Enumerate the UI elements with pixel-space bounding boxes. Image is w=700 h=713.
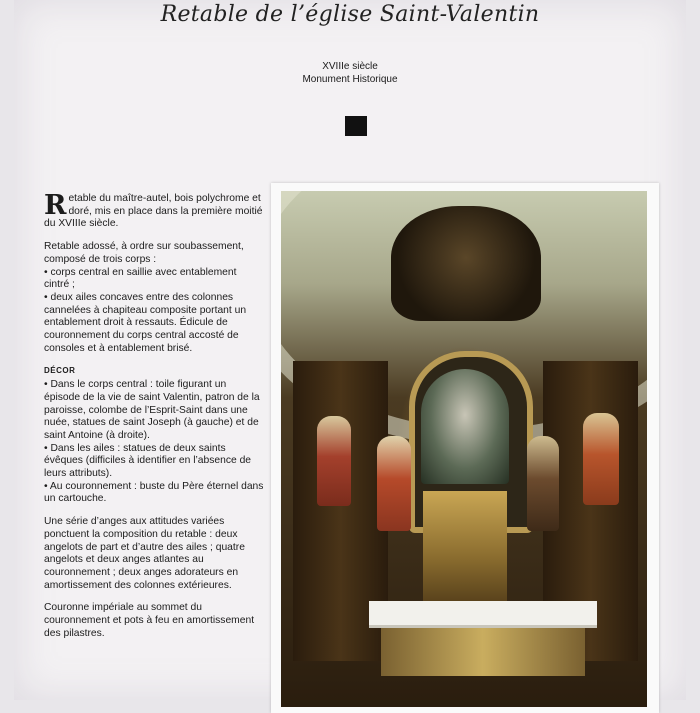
altarpiece-photo	[281, 191, 647, 707]
structure-point: • corps central en saillie avec entablement cintré ;	[44, 267, 264, 292]
subtitle-block	[14, 60, 686, 86]
central-painting	[421, 369, 509, 484]
decor-point: • Dans les ailes : statues de deux saints évêques (difficiles à identifier en l’absence de leurs attributs).	[44, 443, 264, 481]
left-bishop-statue	[317, 416, 351, 506]
saint-anthony-statue	[527, 436, 559, 531]
structure-list	[44, 267, 264, 356]
square-marker	[345, 116, 367, 136]
decor-point: • Dans le corps central : toile figurant un épisode de la vie de saint Valentin, patron de la paroisse, colombe de l’Esprit-Saint dans une nuée, statues de saint Joseph (à gauche) et de saint Antoine (à droite).	[44, 379, 264, 443]
angels-paragraph: Une série d’anges aux attitudes variées ponctuent la composition du retable : deux angelots de part et d’autre des ailes ; quatre angelots et deux anges atlantes au couronnement ; deux anges adorateurs en amortissement des colonnes extérieures.	[44, 516, 245, 591]
tabernacle	[423, 491, 507, 601]
page-title: Retable de l’église Saint-Valentin	[160, 2, 540, 27]
altar-cloth	[369, 601, 597, 628]
intro-paragraph	[44, 190, 264, 231]
century-label: XVIIIe siècle	[322, 61, 378, 72]
structure-intro: Retable adossé, à ordre sur soubassement, composé de trois corps :	[44, 241, 244, 265]
description-column	[44, 190, 264, 651]
crown-ornament	[391, 206, 541, 321]
decor-heading: DÉCOR	[44, 366, 76, 376]
decor-list	[44, 379, 264, 506]
decor-point: • Au couronnement : buste du Père éternel dans un cartouche.	[44, 481, 264, 506]
crown-paragraph: Couronne impériale au sommet du couronnement et pots à feu en amortissement des pilastres.	[44, 602, 255, 639]
intro-text: etable du maître-autel, bois polychrome et doré, mis en place dans la première moitié du XVIIIe siècle.	[44, 193, 263, 230]
status-label: Monument Historique	[302, 74, 398, 85]
altarpiece-photo-frame	[271, 183, 659, 713]
saint-joseph-statue	[377, 436, 411, 531]
right-bishop-statue	[583, 413, 619, 505]
info-panel	[14, 0, 686, 700]
altar-front	[381, 628, 585, 676]
drop-cap: R	[44, 190, 67, 221]
structure-point: • deux ailes concaves entre des colonnes cannelées à chapiteau composite portant un entablement droit à ressauts. Édicule de couronnement du corps central accosté de consoles et à entablement brisé.	[44, 292, 264, 356]
